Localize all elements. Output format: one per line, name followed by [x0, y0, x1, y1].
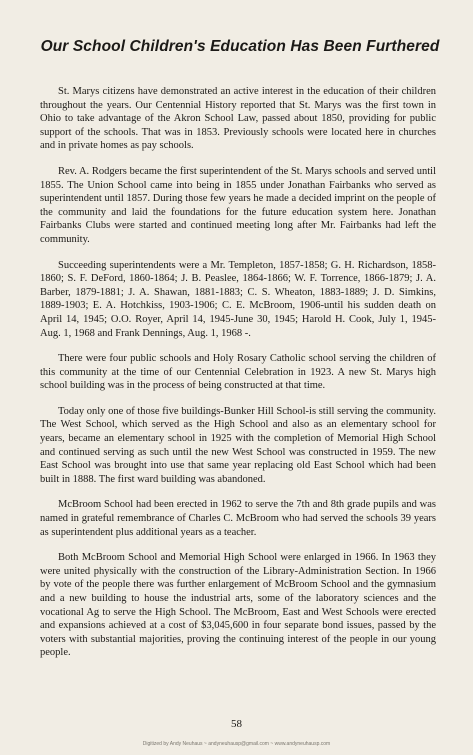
paragraph-5: Today only one of those five buildings-Bunker Hill School-is still serving the community. The West School, which served as the High School and also as an elementary school for years, became an elementary school in 1925 with the completion of Memorial High School and continued serving as such until the new West School was constructed in 1959. The new East School was brought into use that same year replacing old East School which had been built in 1888. The first ward building was abandoned. — [40, 405, 436, 485]
paragraph-4: There were four public schools and Holy Rosary Catholic school serving the children of this community at the time of our Centennial Celebration in 1923. A new St. Marys high school building was in the process of being constructed at that time. — [40, 353, 436, 392]
paragraph-2: Rev. A. Rodgers became the first superintendent of the St. Marys schools and served until 1855. The Union School came into being in 1855 under Jonathan Fairbanks who served as superintendent until 1857. During those few years he made a decided imprint on the people of the community and laid the foundations for the future education system here. Jonathan Fairbanks Clubs were started and continued meeting long after Mr. Fairbanks had left the community. — [40, 165, 436, 245]
paragraph-1: St. Marys citizens have demonstrated an active interest in the education of their children throughout the years. Our Centennial History reported that St. Marys was the first town in Ohio to take advantage of the Akron School Law, passed about 1850, providing for public support of the schools. That was in 1853. Previously schools were located here in churches and in private homes as pay schools. — [40, 86, 436, 152]
page-title: Our School Children's Education Has Been Furthered — [40, 38, 440, 55]
paragraph-6: McBroom School had been erected in 1962 to serve the 7th and 8th grade pupils and was named in grateful remembrance of Charles C. McBroom who had served the schools 39 years as superintendent plus additional years as a teacher. — [40, 499, 436, 538]
article-body — [40, 85, 436, 672]
digitization-footer: Digitized by Andy Neuhaus ~ andyneuhausp@gmail.com ~ www.andyneuhausp.com — [142, 741, 331, 747]
page-number: 58 — [231, 718, 242, 730]
paragraph-7: Both McBroom School and Memorial High School were enlarged in 1966. In 1963 they were united physically with the construction of the Library-Administration Section. In 1966 by vote of the people there was further enlargement of McBroom School and the gymnasium and a new building to house the industrial arts, some of the laboratory sciences and the vocational Ag to serve the High School. The McBroom, East and West Schools were erected and expansions achieved at a cost of $3,045,600 in four separate bond issues, passed by the voters with substantial majorities, proving the continuing interest of the people in our young people. — [40, 552, 436, 659]
paragraph-3: Succeeding superintendents were a Mr. Templeton, 1857-1858; G. H. Richardson, 1858-1860; S. F. DeFord, 1860-1864; J. B. Peaslee, 1864-1866; W. F. Torrence, 1866-1879; J. A. Barber, 1879-1881; J. A. Shawan, 1881-1883; C. S. Wheaton, 1883-1889; J. D. Simkins, 1889-1903; E. A. Hotchkiss, 1903-1906; C. E. McBroom, 1906-until his sudden death on April 14, 1945; O.O. Royer, April 14, 1945-June 30, 1945; Harold H. Cook, July 1, 1945-Aug. 1, 1968 and Frank Dennings, Aug. 1, 1968 -. — [40, 259, 436, 339]
